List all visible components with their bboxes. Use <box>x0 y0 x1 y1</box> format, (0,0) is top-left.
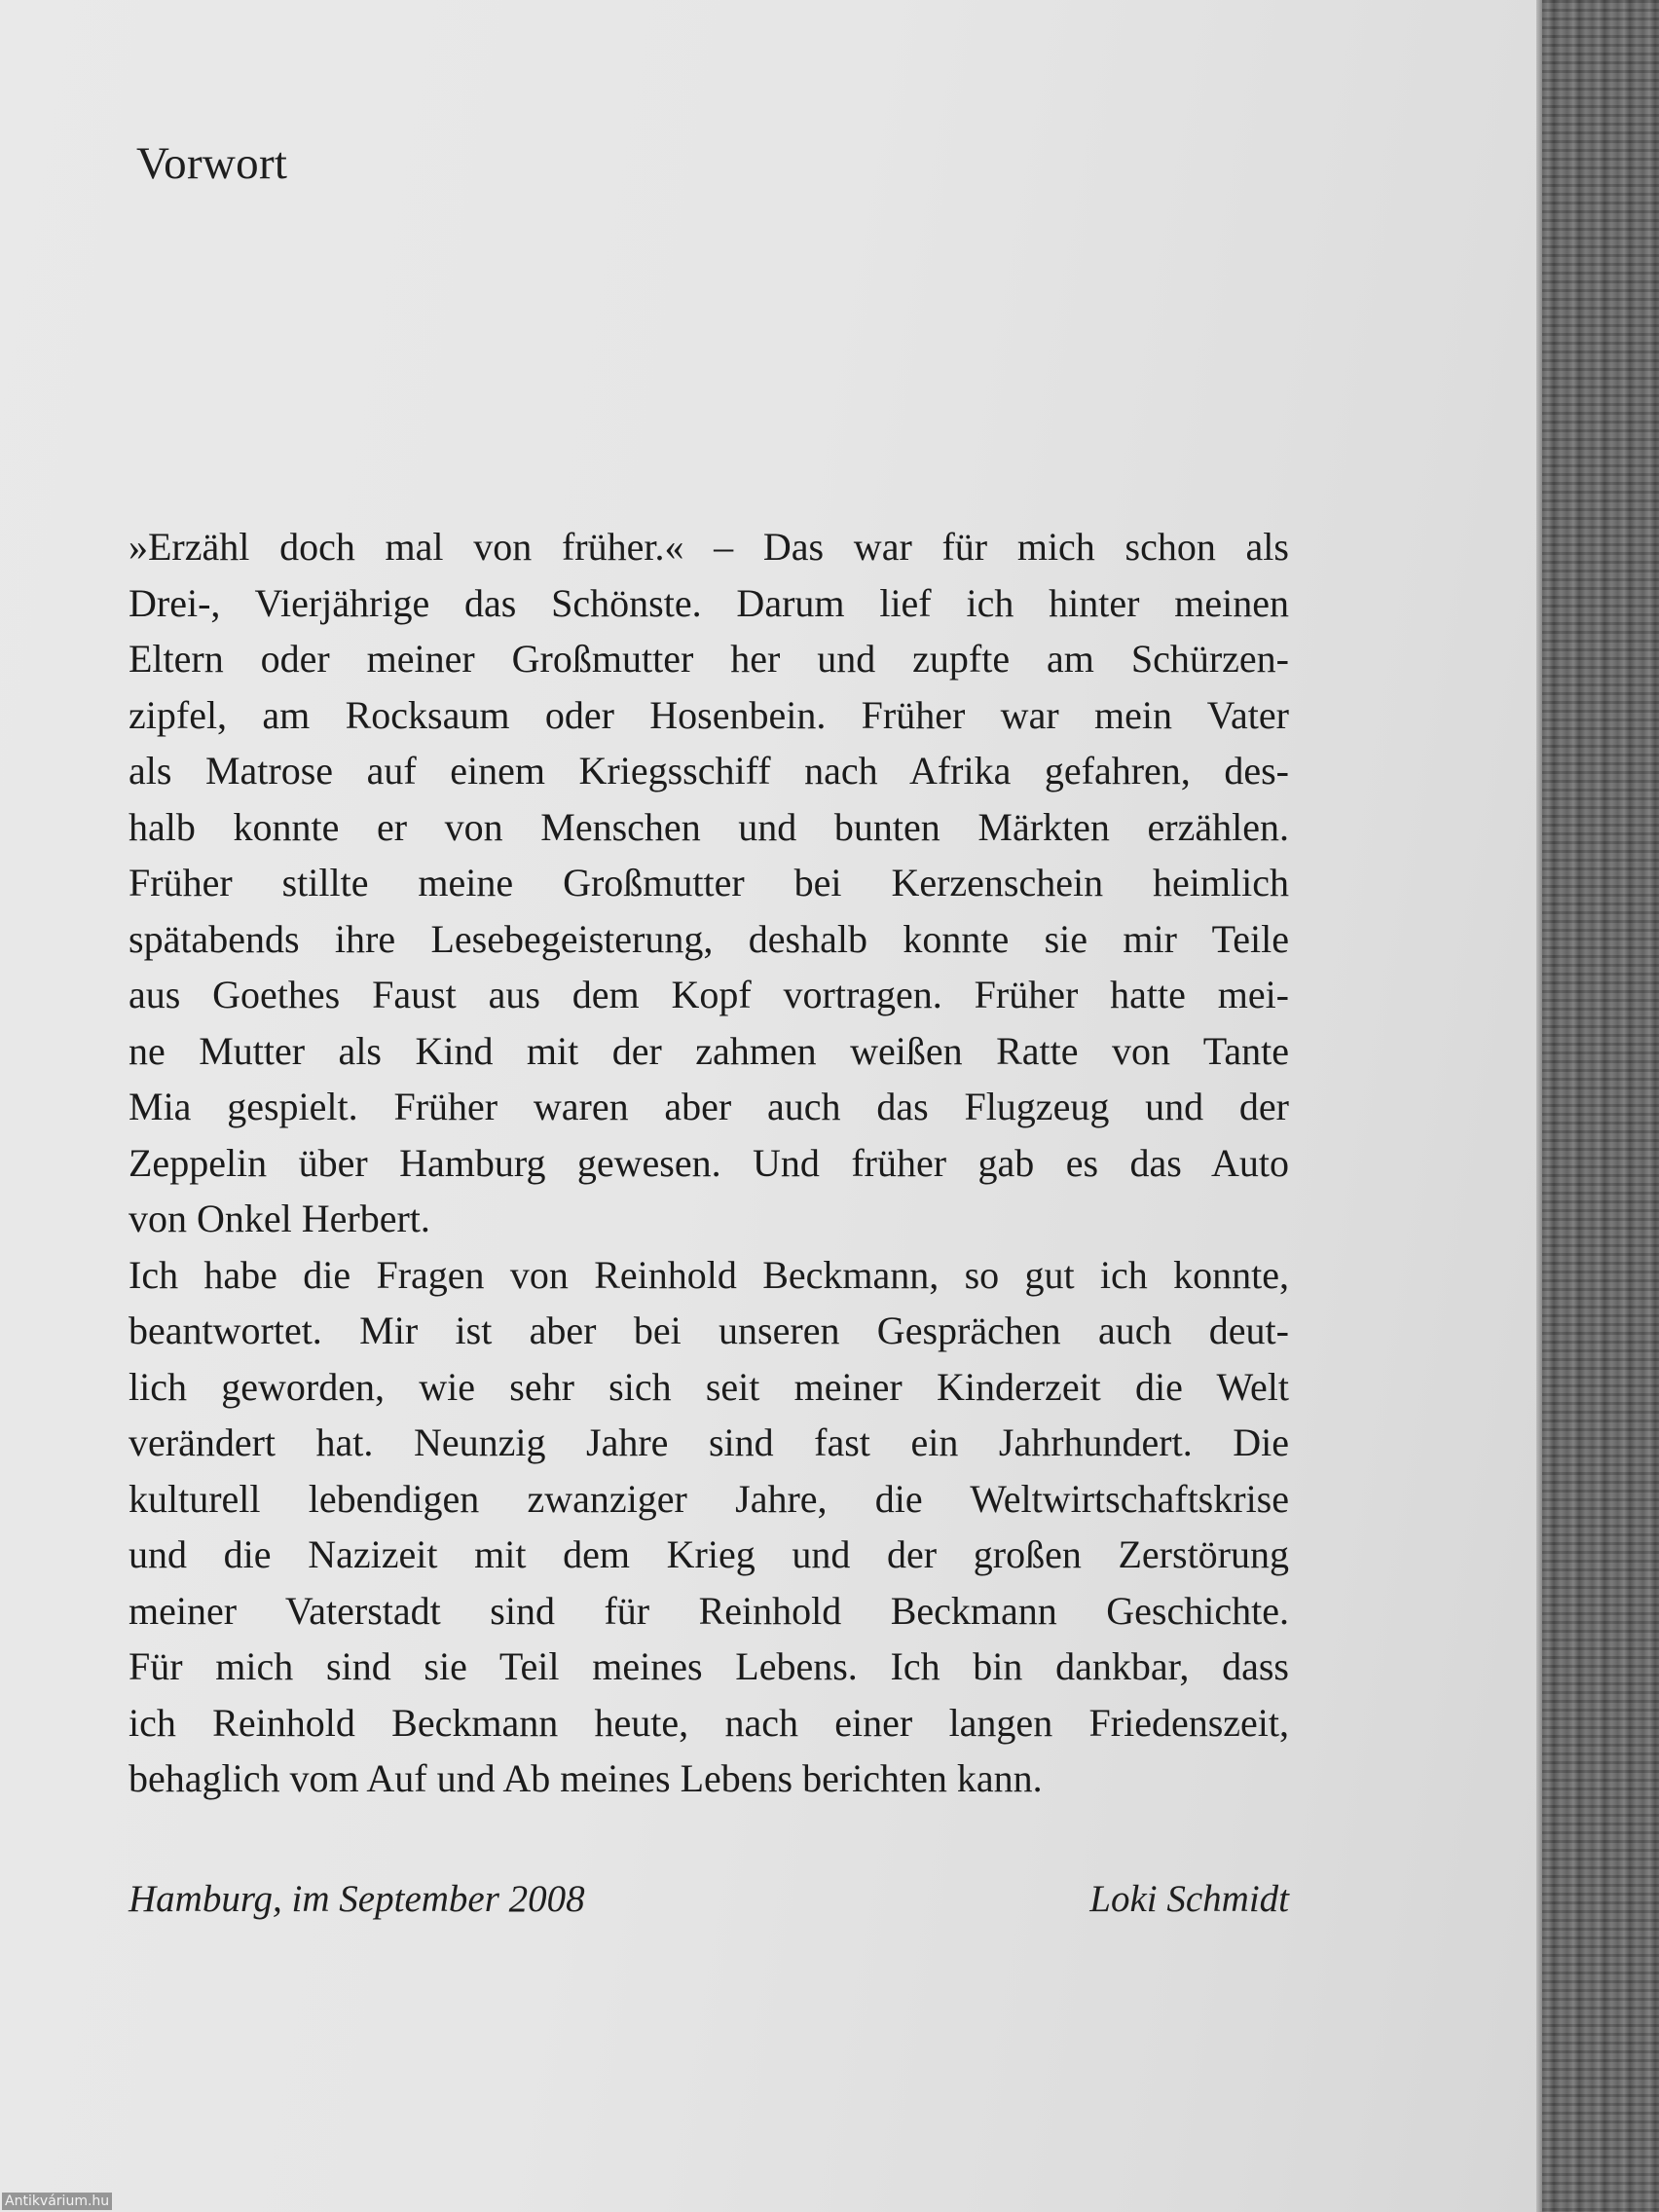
text-line: Drei-, Vierjährige das Schönste. Darum lief ich hinter meinen <box>129 580 1289 625</box>
text-line: als Matrose auf einem Kriegsschiff nach Afrika gefahren, des- <box>129 749 1289 793</box>
text-line: Zeppelin über Hamburg gewesen. Und früher gab es das Auto <box>129 1140 1289 1185</box>
signature-line <box>129 1872 1289 1927</box>
text-line: Eltern oder meiner Großmutter her und zupfte am Schürzen- <box>129 637 1289 681</box>
text-line: zipfel, am Rocksaum oder Hosenbein. Früher war mein Vater <box>129 692 1289 737</box>
author-name: Loki Schmidt <box>1089 1878 1289 1920</box>
text-line: spätabends ihre Lesebegeisterung, deshalb konnte sie mir Teile <box>129 916 1289 961</box>
place-date: Hamburg, im September 2008 <box>129 1878 585 1920</box>
text-line: Ich habe die Fragen von Reinhold Beckmann, so gut ich konnte, <box>129 1252 1289 1297</box>
text-line: behaglich vom Auf und Ab meines Lebens berichten kann. <box>129 1756 1043 1800</box>
text-line: und die Nazizeit mit dem Krieg und der großen Zerstörung <box>129 1532 1289 1576</box>
book-binding <box>1542 0 1659 2212</box>
text-line: halb konnte er von Menschen und bunten Märkten erzählen. <box>129 804 1289 849</box>
watermark: Antikvárium.hu <box>2 2193 112 2210</box>
text-line: ich Reinhold Beckmann heute, nach einer langen Friedenszeit, <box>129 1700 1289 1745</box>
text-line: lich geworden, wie sehr sich seit meiner Kinderzeit die Welt <box>129 1364 1289 1409</box>
page-title: Vorwort <box>136 138 288 189</box>
text-line: aus Goethes Faust aus dem Kopf vortragen. Früher hatte mei- <box>129 973 1289 1016</box>
text-line: »Erzähl doch mal von früher.« – Das war für mich schon als <box>129 525 1289 569</box>
preface-body <box>129 519 1289 1807</box>
text-line: meiner Vaterstadt sind für Reinhold Beckmann Geschichte. <box>129 1588 1289 1633</box>
text-line: Für mich sind sie Teil meines Lebens. Ich bin dankbar, dass <box>129 1644 1289 1688</box>
text-line: beantwortet. Mir ist aber bei unseren Gesprächen auch deut- <box>129 1309 1289 1352</box>
text-line: Mia gespielt. Früher waren aber auch das Flugzeug und der <box>129 1085 1289 1128</box>
text-line: ne Mutter als Kind mit der zahmen weißen Ratte von Tante <box>129 1028 1289 1073</box>
text-line: Früher stillte meine Großmutter bei Kerzenschein heimlich <box>129 861 1289 904</box>
text-line: verändert hat. Neunzig Jahre sind fast ein Jahrhundert. Die <box>129 1420 1289 1464</box>
text-line: kulturell lebendigen zwanziger Jahre, die Weltwirtschaftskrise <box>129 1476 1289 1521</box>
text-line: von Onkel Herbert. <box>129 1197 430 1240</box>
